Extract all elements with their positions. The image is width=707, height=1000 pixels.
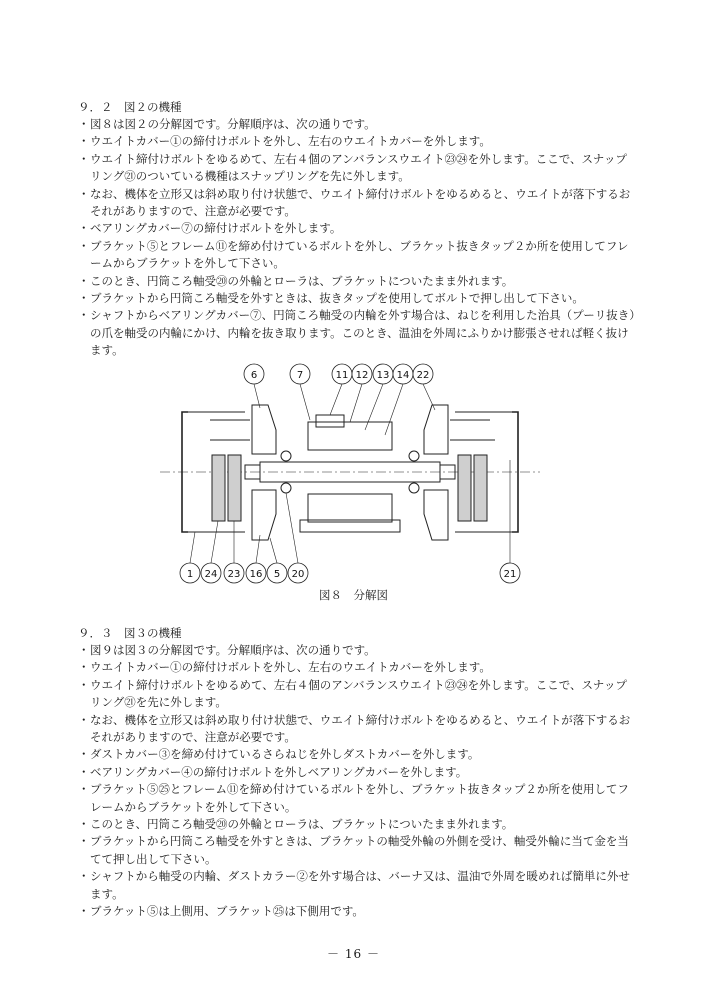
callout-label: 7 — [296, 370, 304, 381]
list-item: ・ このとき、円筒ころ軸受⑳の外輪とローラは、ブラケットについたまま外れます。 — [78, 817, 514, 832]
item-text: 図８は図２の分解図です。分解順序は、次の通りです。 — [90, 117, 376, 131]
list-item: ・ ブラケット⑤とフレーム⑪を締め付けているボルトを外し、ブラケット抜きタップ２か所を使用してフレームからブラケットを外して下さい。 — [78, 238, 629, 271]
list-item: ・ ダストカバー③を締め付けているさらねじを外しダストカバーを外します。 — [78, 747, 480, 762]
list-item: ・ ベアリングカバー④の締付けボルトを外しベアリングカバーを外します。 — [78, 764, 468, 779]
section-heading: ９．３ 図３の機種 — [78, 626, 182, 640]
item-text: シャフトから軸受の内輪、ダストカラー②を外す場合は、バーナ又は、温油で外周を暖めれば簡単に外せます。 — [90, 869, 630, 901]
list-item: ・ ブラケット⑤は上側用、ブラケット㉕は下側用です。 — [78, 904, 364, 919]
callout-label: 6 — [250, 370, 258, 381]
list-item: ・ シャフトから軸受の内輪、ダストカラー②を外す場合は、バーナ又は、温油で外周を暖めれば簡単に外せます。 — [78, 869, 630, 901]
item-text: ウエイトカバー①の締付けボルトを外し、左右のウエイトカバーを外します。 — [90, 134, 491, 149]
callout-label: 21 — [503, 569, 517, 580]
list-item: ・ シャフトからベアリングカバー⑦、円筒ころ軸受の内輪を外す場合は、ねじを利用した治具（プーリ抜き）の爪を軸受の内輪にかけ、内輪を抜き取ります。このとき、温油を外周にふりかけ膨張させれば軽く抜けます。 — [78, 308, 635, 358]
item-text: シャフトからベアリングカバー⑦、円筒ころ軸受の内輪を外す場合は、ねじを利用した治具（プーリ抜き）の爪を軸受の内輪にかけ、内輪を抜き取ります。このとき、温油を外周にふりかけ膨張させれば軽く抜けます。 — [90, 308, 635, 358]
callout-label: 23 — [227, 569, 241, 580]
list-item: ・ なお、機体を立形又は斜め取り付け状態で、ウエイト締付けボルトをゆるめると、ウエイトが落下するおそれがありますので、注意が必要です。 — [78, 712, 631, 745]
list-item: ・ 図９は図３の分解図です。分解順序は、次の通りです。 — [78, 643, 376, 657]
item-text: ブラケットから円筒ころ軸受を外すときは、ブラケットの軸受外輪の外側を受け、軸受外輪に当て金を当てて押し出して下さい。 — [90, 834, 629, 866]
figure-caption: 図８ 分解図 — [319, 588, 388, 602]
item-text: ウエイト締付けボルトをゆるめて、左右４個のアンバランスウエイト㉓㉔を外します。ここで、スナップリング㉑のついている機種はスナップリングを先に外します。 — [90, 151, 628, 184]
page-number: － 16 － — [327, 947, 380, 961]
callout-label: 1 — [186, 569, 194, 580]
callout-label: 16 — [249, 569, 263, 580]
section-9-2 — [78, 98, 638, 360]
callout-label: 5 — [273, 569, 281, 580]
callout-label: 13 — [376, 370, 390, 381]
item-text: ベアリングカバー⑦の締付けボルトを外します。 — [90, 221, 342, 236]
item-text: ブラケット⑤とフレーム⑪を締め付けているボルトを外し、ブラケット抜きタップ２か所を使用してフレームからブラケットを外して下さい。 — [90, 238, 629, 271]
list-item: ・ ウエイト締付けボルトをゆるめて、左右４個のアンバランスウエイト㉓㉔を外します。ここで、スナップリング㉑を先に外します。 — [78, 677, 628, 710]
list-item: ・ 図８は図２の分解図です。分解順序は、次の通りです。 — [78, 117, 376, 131]
list-item: ・ ブラケット⑤㉕とフレーム⑪を締め付けているボルトを外し、ブラケット抜きタップ２か所を使用してフレームからブラケットを外して下さい。 — [78, 782, 629, 814]
exploded-view-diagram — [160, 360, 540, 585]
item-text: ダストカバー③を締め付けているさらねじを外しダストカバーを外します。 — [90, 747, 480, 762]
list-item: ・ ブラケットから円筒ころ軸受を外すときは、抜きタップを使用してボルトで押し出して下さい。 — [78, 291, 584, 306]
instruction-list — [78, 116, 638, 360]
item-text: なお、機体を立形又は斜め取り付け状態で、ウエイト締付けボルトをゆるめると、ウエイトが落下するおそれがありますので、注意が必要です。 — [90, 712, 631, 745]
callout-label: 24 — [204, 569, 218, 580]
list-item: ・ ウエイトカバー①の締付けボルトを外し、左右のウエイトカバーを外します。 — [78, 660, 491, 675]
callout-label: 22 — [416, 370, 430, 381]
list-item: ・ ベアリングカバー⑦の締付けボルトを外します。 — [78, 221, 342, 236]
item-text: ブラケット⑤㉕とフレーム⑪を締め付けているボルトを外し、ブラケット抜きタップ２か所を使用してフレームからブラケットを外して下さい。 — [90, 782, 629, 814]
item-text: ブラケットから円筒ころ軸受を外すときは、抜きタップを使用してボルトで押し出して下さい。 — [90, 291, 584, 306]
item-text: ウエイトカバー①の締付けボルトを外し、左右のウエイトカバーを外します。 — [90, 660, 491, 675]
item-text: このとき、円筒ころ軸受⑳の外輪とローラは、ブラケットについたまま外れます。 — [90, 817, 514, 832]
instruction-list — [78, 642, 638, 921]
item-text: なお、機体を立形又は斜め取り付け状態で、ウエイト締付けボルトをゆるめると、ウエイトが落下するおそれがありますので、注意が必要です。 — [90, 186, 631, 219]
item-text: ブラケット⑤は上側用、ブラケット㉕は下側用です。 — [90, 904, 364, 919]
list-item: ・ ウエイト締付けボルトをゆるめて、左右４個のアンバランスウエイト㉓㉔を外します。ここで、スナップリング㉑のついている機種はスナップリングを先に外します。 — [78, 151, 628, 184]
callout-label: 12 — [355, 370, 369, 381]
section-heading: ９．２ 図２の機種 — [78, 100, 182, 114]
callout-label: 11 — [335, 370, 349, 381]
item-text: このとき、円筒ころ軸受⑳の外輪とローラは、ブラケットについたまま外れます。 — [90, 273, 514, 288]
item-text: ウエイト締付けボルトをゆるめて、左右４個のアンバランスウエイト㉓㉔を外します。ここで、スナップリング㉑を先に外します。 — [90, 677, 628, 710]
list-item: ・ なお、機体を立形又は斜め取り付け状態で、ウエイト締付けボルトをゆるめると、ウエイトが落下するおそれがありますので、注意が必要です。 — [78, 186, 631, 219]
list-item: ・ ブラケットから円筒ころ軸受を外すときは、ブラケットの軸受外輪の外側を受け、軸受外輪に当て金を当てて押し出して下さい。 — [78, 834, 629, 866]
section-9-3 — [78, 624, 638, 921]
callout-label: 20 — [291, 569, 305, 580]
list-item: ・ ウエイトカバー①の締付けボルトを外し、左右のウエイトカバーを外します。 — [78, 134, 491, 149]
callout-label: 14 — [396, 370, 410, 381]
item-text: 図９は図３の分解図です。分解順序は、次の通りです。 — [90, 643, 376, 657]
item-text: ベアリングカバー④の締付けボルトを外しベアリングカバーを外します。 — [90, 764, 468, 779]
list-item: ・ このとき、円筒ころ軸受⑳の外輪とローラは、ブラケットについたまま外れます。 — [78, 273, 514, 288]
